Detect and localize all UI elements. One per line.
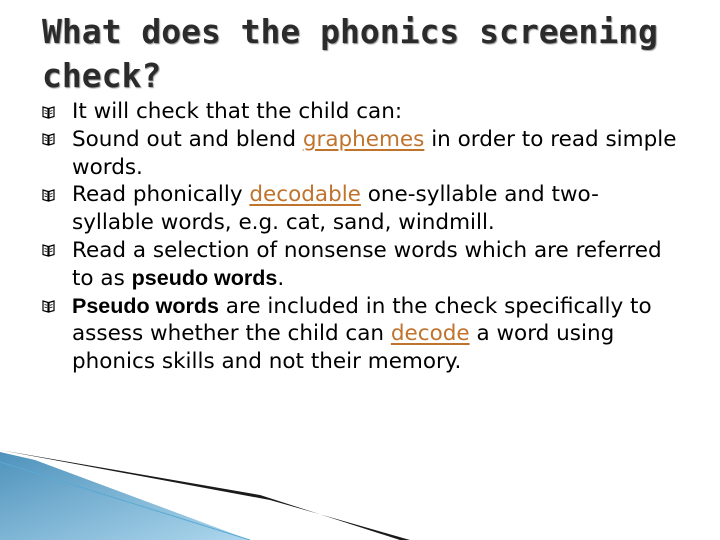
slide-title: What does the phonics screening check? <box>42 12 658 95</box>
bullet-item <box>40 237 680 293</box>
bullet-text: in order to read simple words. <box>72 126 677 180</box>
keyword-term: graphemes <box>302 126 425 152</box>
bullet-text: . <box>277 265 285 291</box>
keyword-term: decode <box>390 321 470 347</box>
corner-decoration <box>0 440 720 540</box>
open-book-icon <box>42 181 56 208</box>
open-book-icon <box>42 126 56 153</box>
open-book-icon <box>42 237 56 264</box>
bullet-text: Sound out and blend <box>72 126 303 152</box>
blue-wedge-shape <box>0 452 250 540</box>
bold-term: Pseudo words <box>72 293 219 318</box>
bullet-text: Read a selection of nonsense words which are referred to as <box>72 237 662 291</box>
bullet-text: It will check that the child can: <box>72 99 403 124</box>
bold-term: pseudo words <box>131 265 278 290</box>
bullet-text: a word using phonics skills and not their memory. <box>72 321 615 375</box>
bullet-item <box>40 98 680 126</box>
open-book-icon <box>42 293 56 320</box>
bullet-item <box>40 126 680 182</box>
bullet-item <box>40 293 680 376</box>
bullet-text: are included in the check specifically to assess whether the child can <box>72 293 652 347</box>
bullet-item <box>40 181 680 237</box>
bullet-text: Read phonically <box>72 182 250 208</box>
open-book-icon <box>42 98 56 125</box>
keyword-term: decodable <box>249 182 361 208</box>
bullet-text: one-syllable and two-syllable words, e.g. cat, sand, windmill. <box>72 182 599 236</box>
bullet-list <box>40 98 680 376</box>
